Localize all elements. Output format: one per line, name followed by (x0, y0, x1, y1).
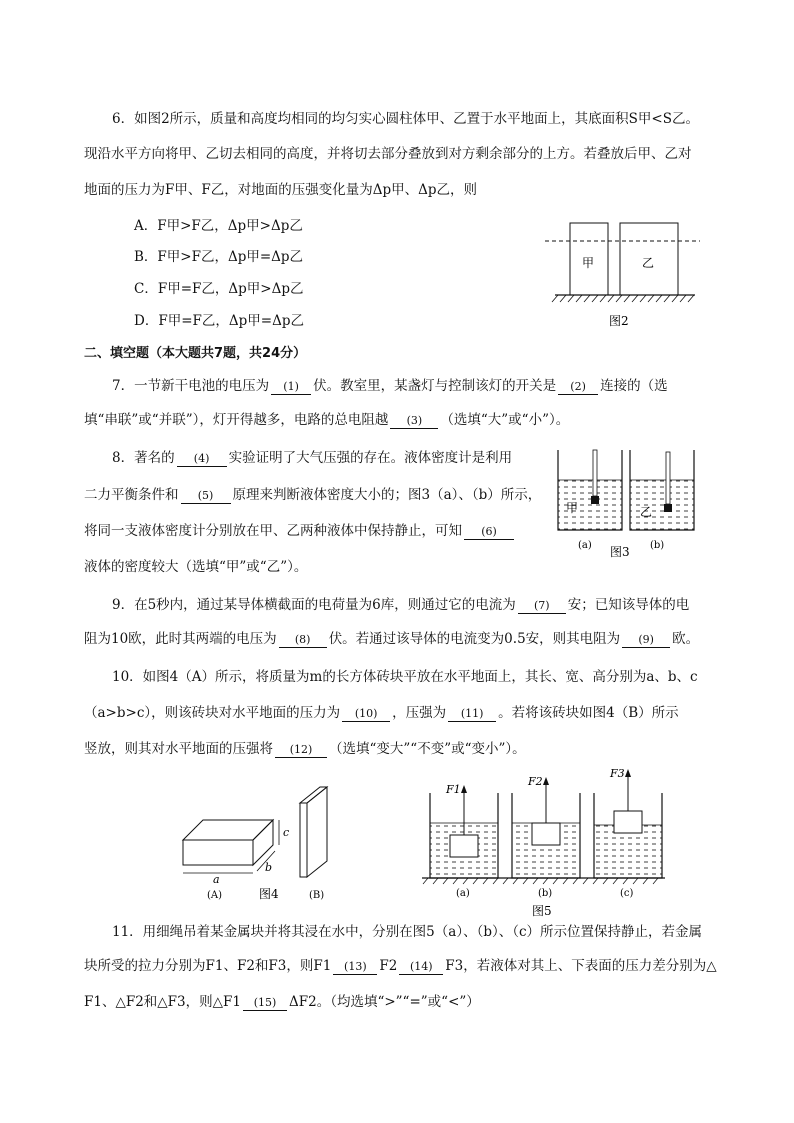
fig3-label-b: (b) (650, 540, 665, 551)
q7-text-2: 伏。教室里，某盏灯与控制该灯的开关是 (313, 378, 557, 394)
fig5-arrow-c (625, 769, 631, 777)
q6-line-1: 6．如图2所示，质量和高度均相同的均匀实心圆柱体甲、乙置于水平地面上，其底面积S甲<S乙。 (112, 111, 699, 127)
q8-text-2: 实验证明了大气压强的存在。液体密度计是利用 (228, 450, 513, 466)
hydrometer-a (593, 450, 597, 496)
fig5-force-3: F3 (610, 767, 625, 780)
blank-7[interactable]: (7) (518, 599, 566, 614)
blank-6[interactable]: (6) (464, 525, 514, 540)
blank-10[interactable]: (10) (342, 707, 390, 722)
q10-text-3: ，压强为 (392, 705, 447, 721)
q9-text-2: 安；已知该导体的电 (567, 597, 690, 613)
q11-text-5: F1、△F2和△F3，则△F1 (84, 994, 241, 1010)
q10-line-2 (84, 704, 679, 722)
q11-line-3 (84, 993, 480, 1011)
fig5-block-c (614, 811, 642, 833)
q11-text-4: F3，若液体对其上、下表面的压力差分别为△ (445, 958, 717, 974)
q11-text-3: F2 (379, 958, 398, 974)
hydrometer-a-bulb (591, 496, 599, 504)
blank-8[interactable]: (8) (279, 633, 327, 648)
q9-text-3: 阻为10欧，此时其两端的电压为 (84, 631, 277, 647)
figure-5 (420, 763, 670, 918)
fig2-label-jia: 甲 (582, 256, 595, 270)
q8-text-1: 8．著名的 (112, 450, 175, 466)
q6-option-d: D．F甲=F乙，Δp甲=Δp乙 (134, 313, 304, 329)
hydrometer-b (666, 452, 670, 504)
blank-12[interactable]: (12) (275, 743, 327, 758)
fig2-label-yi: 乙 (642, 256, 655, 270)
q11-text-2: 块所受的拉力分别为F1、F2和F3，则F1 (84, 958, 332, 974)
fig5-force-2: F2 (528, 775, 543, 788)
q6-option-a: A．F甲>F乙，Δp甲>Δp乙 (134, 218, 303, 234)
blank-4[interactable]: (4) (177, 452, 227, 467)
fig5-label-c: (c) (620, 888, 634, 899)
blank-2[interactable]: (2) (558, 380, 598, 395)
fig3-caption: 图3 (610, 545, 630, 559)
q10-text-4: 。若将该砖块如图4（B）所示 (498, 705, 679, 721)
fig4-label-A: (A) (207, 890, 223, 901)
fig3-label-a: (a) (578, 540, 592, 551)
q9-text-4: 伏。若通过该导体的电流变为0.5安，则其电阻为 (328, 631, 621, 647)
brick-upright (300, 787, 327, 877)
q8-line-2 (84, 486, 541, 504)
q9-text-1: 9．在5秒内，通过某导体横截面的电荷量为6库，则通过它的电流为 (112, 597, 516, 613)
q7-text-3: 连接的（选 (600, 378, 668, 394)
ground-hatch (552, 295, 694, 302)
q8-line-3 (84, 522, 516, 540)
q8-line-1 (112, 449, 512, 467)
fig5-arrow-a (461, 785, 467, 793)
q6-line-3: 地面的压力为F甲、F乙，对地面的压强变化量为Δp甲、Δp乙，则 (84, 182, 478, 198)
q10-text-5: 竖放，则其对水平地面的压强将 (84, 741, 273, 757)
blank-1[interactable]: (1) (271, 380, 311, 395)
fig3-liquid-jia: 甲 (566, 501, 579, 515)
q11-line-1: 11．用细绳吊着某金属块并将其浸在水中，分别在图5（a）、（b）、（c）所示位置保持静止，若金属 (112, 924, 703, 940)
fig2-caption: 图2 (609, 314, 629, 328)
brick-flat (183, 820, 273, 865)
fig5-block-b (532, 823, 560, 845)
q8-line-4: 液体的密度较大（选填“甲”或“乙”）。 (84, 559, 308, 575)
fig4-caption: 图4 (259, 887, 279, 901)
fig3-liquid-yi: 乙 (640, 505, 653, 519)
q9-line-2 (84, 630, 699, 648)
blank-14[interactable]: (14) (399, 960, 443, 975)
q7-text-5: （选填“大”或“小”）。 (440, 412, 570, 428)
figure-2 (540, 215, 710, 330)
q7-line-1 (112, 377, 668, 395)
q8-text-3: 二力平衡条件和 (84, 487, 179, 503)
fig5-label-b: (b) (538, 888, 553, 899)
q10-line-3 (84, 740, 526, 758)
q9-line-1 (112, 596, 689, 614)
fig5-ground-hatch (423, 878, 658, 884)
fig5-force-1: F1 (446, 783, 461, 796)
q6-line-2: 现沿水平方向将甲、乙切去相同的高度，并将切去部分叠放到对方剩余部分的上方。若叠放后甲、乙对 (84, 146, 692, 162)
fig5-arrow-b (543, 777, 549, 785)
q10-text-2: （a>b>c），则该砖块对水平地面的压力为 (84, 705, 341, 721)
q7-text-1: 7．一节新干电池的电压为 (112, 378, 270, 394)
figure-4 (175, 785, 350, 905)
q6-option-b: B．F甲>F乙，Δp甲=Δp乙 (134, 249, 304, 265)
section-2-title: 二、填空题（本大题共7题，共24分） (84, 346, 307, 361)
blank-9[interactable]: (9) (622, 633, 670, 648)
fig4-label-B: (B) (309, 890, 325, 901)
q7-text-4: 填“串联”或“并联”），灯开得越多，电路的总电阻越 (84, 412, 389, 428)
q10-text-6: （选填“变大”“不变”或“变小”）。 (329, 741, 526, 757)
fig5-label-a: (a) (456, 888, 470, 899)
blank-11[interactable]: (11) (448, 707, 496, 722)
dim-a: a (213, 873, 220, 886)
blank-5[interactable]: (5) (181, 489, 231, 504)
figure-3 (548, 448, 698, 563)
q11-text-6: ΔF2。（均选填“>”“=”或“<”） (288, 994, 480, 1010)
q8-text-4: 原理来判断液体密度大小的；图3（a）、（b）所示， (232, 487, 542, 503)
q8-text-5: 将同一支液体密度计分别放在甲、乙两种液体中保持静止，可知 (84, 523, 462, 539)
q11-line-2 (84, 957, 717, 975)
blank-13[interactable]: (13) (333, 960, 377, 975)
blank-15[interactable]: (15) (243, 996, 287, 1011)
dim-b: b (265, 861, 273, 874)
q10-line-1: 10．如图4（A）所示，将质量为m的长方体砖块平放在水平地面上，其长、宽、高分别为a、b、c (112, 669, 698, 685)
dim-c: c (283, 826, 290, 839)
q7-line-2 (84, 411, 569, 429)
fig5-block-a (450, 835, 478, 857)
fig5-caption: 图5 (532, 904, 552, 918)
q6-option-c: C．F甲=F乙，Δp甲>Δp乙 (134, 281, 304, 297)
hydrometer-b-bulb (664, 504, 672, 512)
q9-text-5: 欧。 (672, 631, 700, 647)
blank-3[interactable]: (3) (390, 414, 438, 429)
